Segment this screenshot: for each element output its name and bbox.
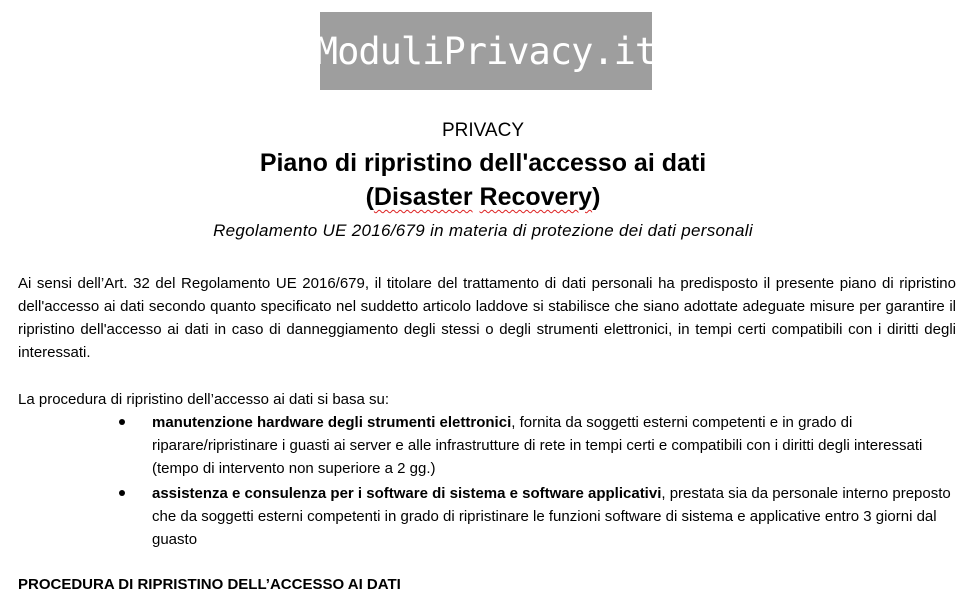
document-title-line2: [0, 180, 966, 214]
list-item: [152, 482, 952, 551]
title-space: [473, 183, 480, 211]
title-paren-open: (: [365, 183, 374, 211]
title-word-recovery: Recovery: [479, 183, 593, 211]
list-item: [152, 411, 952, 480]
site-logo: [315, 12, 657, 90]
list-item-text: , prestata sia da personale interno preposto che da soggetti esterni competenti in grado di ripristinare le funzioni software di sistema e applicative entro 3 giorni dal guasto: [152, 485, 951, 548]
list-item-text: , fornita da soggetti esterni competenti e in grado di riparare/ripristinare i guasti ai server e alle infrastrutture di rete in tempi certi e compatibili con i diritti degli interessati (tempo di intervento non superiore a 2 gg.): [152, 414, 923, 477]
intro-paragraph: Ai sensi dell’Art. 32 del Regolamento UE 2016/679, il titolare del trattamento di dati personali ha predisposto il presente piano di ripristino dell'accesso ai dati secondo quanto specificato nel suddetto articolo laddove si stabilisce che siano adottate adeguate misure per garantire il ripristino dell'accesso ai dati in caso di danneggiamento degli stessi o degli strumenti elettronici, in tempi certi compatibili con i diritti degli interessati.: [18, 275, 956, 361]
bullet-icon: [119, 419, 125, 425]
procedure-lead: La procedura di ripristino dell’accesso ai dati si basa su:: [18, 391, 390, 408]
procedure-list: [152, 411, 952, 553]
logo-text: ModuliPrivacy.it: [315, 29, 657, 73]
document-subtitle: Regolamento UE 2016/679 in materia di protezione dei dati personali: [213, 221, 753, 240]
bullet-icon: [119, 490, 125, 496]
title-paren-close: ): [592, 183, 601, 211]
document-title-line1: Piano di ripristino dell'accesso ai dati: [259, 149, 707, 177]
document-header: [0, 116, 966, 246]
list-item-bold: assistenza e consulenza per i software di sistema e software applicativi: [152, 485, 662, 502]
title-word-disaster: Disaster: [373, 183, 473, 211]
header-kicker: PRIVACY: [441, 120, 524, 141]
list-item-bold: manutenzione hardware degli strumenti elettronici: [152, 414, 512, 431]
section-heading: PROCEDURA DI RIPRISTINO DELL’ACCESSO AI DATI: [18, 576, 401, 593]
